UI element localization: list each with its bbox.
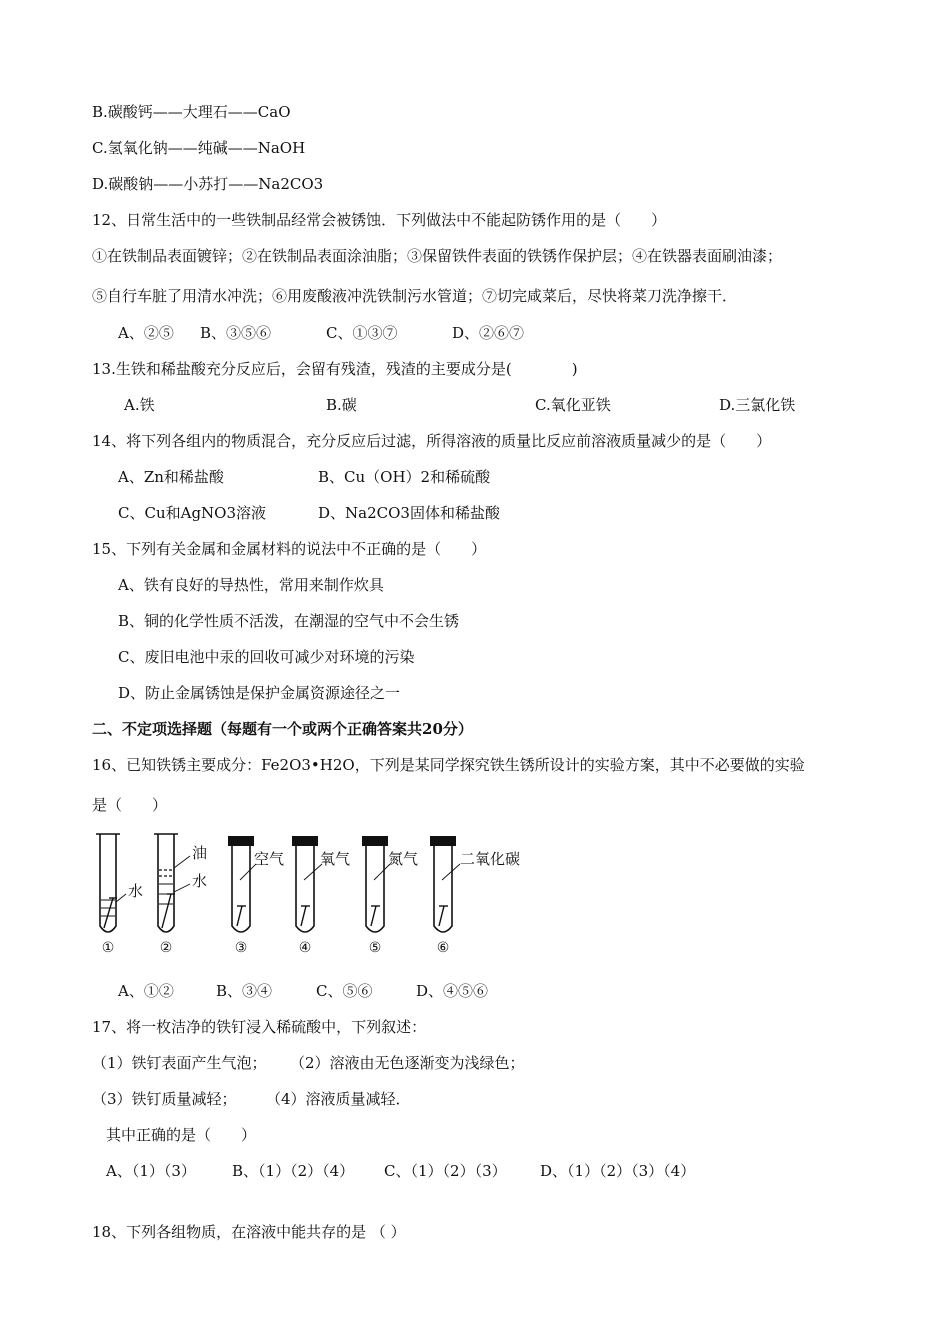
q17-option-b: B、（1）（2）（4） <box>232 1162 355 1180</box>
q17-ask: 其中正确的是（ ） <box>106 1126 257 1144</box>
q17-statement-3: （3）铁钉质量减轻； <box>92 1090 237 1108</box>
test-tube-5 <box>362 836 418 956</box>
test-tube-6 <box>430 836 520 956</box>
test-tube-4 <box>292 836 350 956</box>
q11-option-d: D.碳酸钠——小苏打——Na2CO3 <box>92 175 324 193</box>
q12-option-b: B、③⑤⑥ <box>200 324 272 342</box>
q12-option-a: A、②⑤ <box>118 324 174 342</box>
q18-stem: 18、下列各组物质，在溶液中能共存的是 （ ） <box>92 1223 406 1241</box>
q14-option-d: D、Na2CO3固体和稀盐酸 <box>318 504 500 522</box>
q15-option-d: D、防止金属锈蚀是保护金属资源途径之一 <box>118 684 401 702</box>
q15-option-b: B、铜的化学性质不活泼，在潮湿的空气中不会生锈 <box>118 612 460 630</box>
test-tube-2 <box>154 834 207 956</box>
q16-option-a: A、①② <box>118 982 174 1000</box>
q12-statements-line2: ⑤自行车脏了用清水冲洗；⑥用废酸液冲洗铁制污水管道；⑦切完咸菜后，尽快将菜刀洗净擦干． <box>92 287 738 305</box>
q15-option-a: A、铁有良好的导热性，常用来制作炊具 <box>118 576 384 594</box>
q16-option-c: C、⑤⑥ <box>316 982 373 1000</box>
q12-option-d: D、②⑥⑦ <box>452 324 525 342</box>
q12-stem: 12、日常生活中的一些铁制品经常会被锈蚀．下列做法中不能起防锈作用的是（ ） <box>92 211 667 229</box>
q16-stem-line1: 16、已知铁锈主要成分：Fe2O3•H2O，下列是某同学探究铁生锈所设计的实验方案，其中不必要做的实验 <box>92 756 805 774</box>
tube-6-carbon-dioxide-label: 二氧化碳 <box>460 850 521 868</box>
q17-option-a: A、（1）（3） <box>106 1162 196 1180</box>
tube-2-oil-label: 油 <box>192 844 208 862</box>
section-heading: 二、不定项选择题（每题有一个或两个正确答案共20分） <box>92 720 473 738</box>
q11-option-c: C.氢氧化钠——纯碱——NaOH <box>92 139 306 157</box>
q17-stem: 17、将一枚洁净的铁钉浸入稀硫酸中，下列叙述： <box>92 1018 427 1036</box>
tube-4-number: ④ <box>298 940 312 956</box>
tube-2-number: ② <box>159 940 173 956</box>
q14-option-a: A、Zn和稀盐酸 <box>118 468 224 486</box>
q17-option-c: C、（1）（2）（3） <box>384 1162 507 1180</box>
test-tube-figure <box>92 828 532 956</box>
tube-1-number: ① <box>101 940 115 956</box>
q14-stem: 14、将下列各组内的物质混合，充分反应后过滤，所得溶液的质量比反应前溶液质量减少的是（ ） <box>92 432 772 450</box>
q16-option-b: B、③④ <box>216 982 273 1000</box>
q15-stem: 15、下列有关金属和金属材料的说法中不正确的是（ ） <box>92 540 487 558</box>
q16-stem-line2: 是（ ） <box>92 796 168 814</box>
tube-3-air-label: 空气 <box>254 850 285 868</box>
q17-option-d: D、（1）（2）（3）（4） <box>540 1162 696 1180</box>
q13-option-b: B.碳 <box>326 396 357 414</box>
tube-4-oxygen-label: 氧气 <box>320 850 351 868</box>
tube-5-nitrogen-label: 氮气 <box>388 850 419 868</box>
q12-option-c: C、①③⑦ <box>326 324 398 342</box>
q17-statement-4: （4）溶液质量减轻． <box>266 1090 411 1108</box>
test-tube-1 <box>96 834 143 956</box>
q14-option-b: B、Cu（OH）2和稀硫酸 <box>318 468 491 486</box>
q14-option-c: C、Cu和AgNO3溶液 <box>118 504 267 522</box>
q17-statement-2: （2）溶液由无色逐渐变为浅绿色； <box>290 1054 525 1072</box>
q12-statements-line1: ①在铁制品表面镀锌；②在铁制品表面涂油脂；③保留铁件表面的铁锈作保护层；④在铁器表面刷油漆； <box>92 247 783 265</box>
test-tube-3 <box>228 836 284 956</box>
q13-option-a: A.铁 <box>124 396 155 414</box>
q13-option-c: C.氧化亚铁 <box>535 396 611 414</box>
tube-5-number: ⑤ <box>368 940 382 956</box>
q11-option-b: B.碳酸钙——大理石——CaO <box>92 103 291 121</box>
tube-1-water-label: 水 <box>128 882 144 900</box>
q17-statement-1: （1）铁钉表面产生气泡； <box>92 1054 267 1072</box>
q13-stem: 13.生铁和稀盐酸充分反应后，会留有残渣，残渣的主要成分是( ) <box>92 360 578 378</box>
q13-option-d: D.三氯化铁 <box>719 396 796 414</box>
tube-6-number: ⑥ <box>436 940 450 956</box>
q16-option-d: D、④⑤⑥ <box>416 982 489 1000</box>
tube-3-number: ③ <box>234 940 248 956</box>
q15-option-c: C、废旧电池中汞的回收可减少对环境的污染 <box>118 648 415 666</box>
tube-2-water-label: 水 <box>192 872 208 890</box>
